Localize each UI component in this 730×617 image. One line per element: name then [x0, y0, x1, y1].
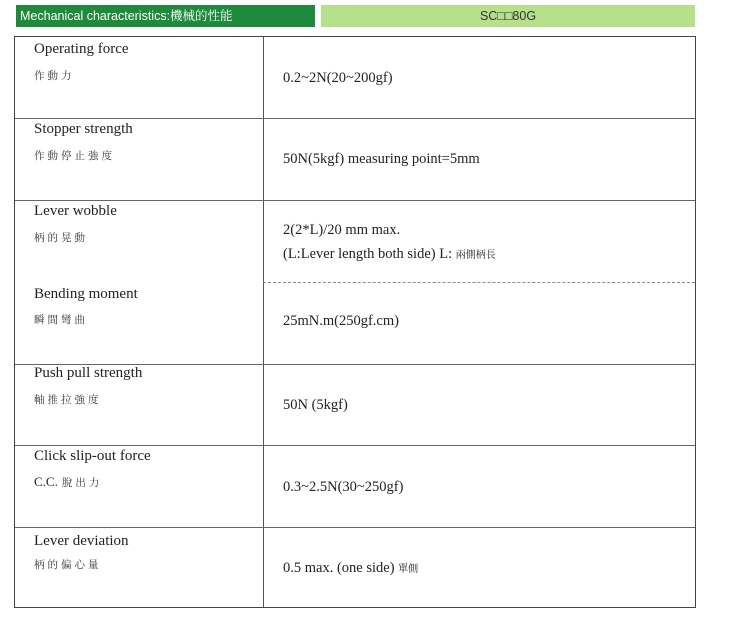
label-lever-deviation: Lever deviation [34, 533, 129, 549]
label-push-pull-strength: Push pull strength [34, 365, 143, 381]
value-lever-deviation-text: 0.5 max. (one side) [283, 560, 395, 576]
row-divider [15, 118, 695, 119]
label-cc-prefix: C.C. [34, 474, 58, 489]
section-title: Mechanical characteristics:機械的性能 [16, 5, 315, 27]
label-lever-wobble-zh: 柄的晃動 [34, 232, 88, 244]
row-divider-dotted [263, 282, 695, 283]
label-click-slip-out-force: Click slip-out force [34, 448, 151, 464]
value-lever-wobble-text: (L:Lever length both side) L: [283, 246, 453, 262]
value-lever-deviation-zh: 單側 [398, 564, 419, 575]
label-operating-force: Operating force [34, 41, 129, 57]
value-lever-wobble-line1: 2(2*L)/20 mm max. [283, 222, 401, 238]
value-operating-force: 0.2~2N(20~200gf) [283, 70, 393, 86]
value-lever-deviation [283, 560, 418, 577]
model-title: SC□□80G [321, 5, 695, 27]
row-divider [15, 200, 695, 201]
label-bending-moment-zh: 瞬間彎曲 [34, 314, 88, 326]
value-push-pull-strength: 50N (5kgf) [283, 397, 348, 413]
label-stopper-strength: Stopper strength [34, 121, 133, 137]
value-lever-wobble-line2 [283, 246, 496, 263]
characteristics-table [14, 36, 696, 608]
value-bending-moment: 25mN.m(250gf.cm) [283, 313, 399, 329]
value-click-slip-out-force: 0.3~2.5N(30~250gf) [283, 479, 404, 495]
label-bending-moment: Bending moment [34, 286, 138, 302]
label-click-slip-out-force-zh-group [34, 473, 102, 491]
label-operating-force-zh: 作動力 [34, 70, 75, 82]
row-divider [15, 445, 695, 446]
row-divider [15, 527, 695, 528]
label-lever-deviation-zh: 柄的偏心量 [34, 559, 102, 571]
label-click-slip-out-force-zh: 脫出力 [61, 477, 103, 489]
column-divider [263, 37, 264, 607]
value-lever-wobble-zh: 兩側柄長 [455, 250, 496, 261]
label-stopper-strength-zh: 作動停止強度 [34, 150, 115, 162]
label-push-pull-strength-zh: 軸推拉強度 [34, 394, 102, 406]
label-lever-wobble: Lever wobble [34, 203, 117, 219]
value-stopper-strength: 50N(5kgf) measuring point=5mm [283, 151, 480, 167]
